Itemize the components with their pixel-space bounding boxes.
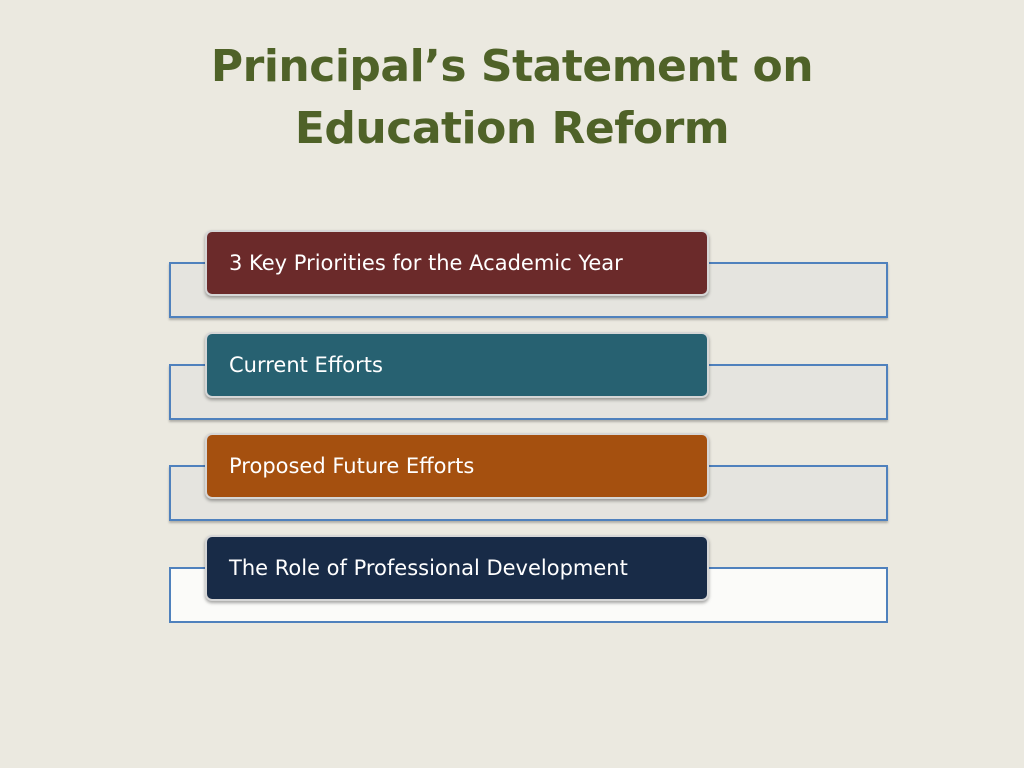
- list-item: [0, 332, 1024, 432]
- list-item-label: The Role of Professional Development: [205, 535, 709, 601]
- list-item: [0, 433, 1024, 533]
- list-item-label: Proposed Future Efforts: [205, 433, 709, 499]
- list-item: [0, 535, 1024, 635]
- list-item-label: 3 Key Priorities for the Academic Year: [205, 230, 709, 296]
- list-item-label: Current Efforts: [205, 332, 709, 398]
- title-line-1: Principal’s Statement on: [210, 41, 814, 92]
- title-line-2: Education Reform: [294, 103, 730, 154]
- list-item: [0, 230, 1024, 330]
